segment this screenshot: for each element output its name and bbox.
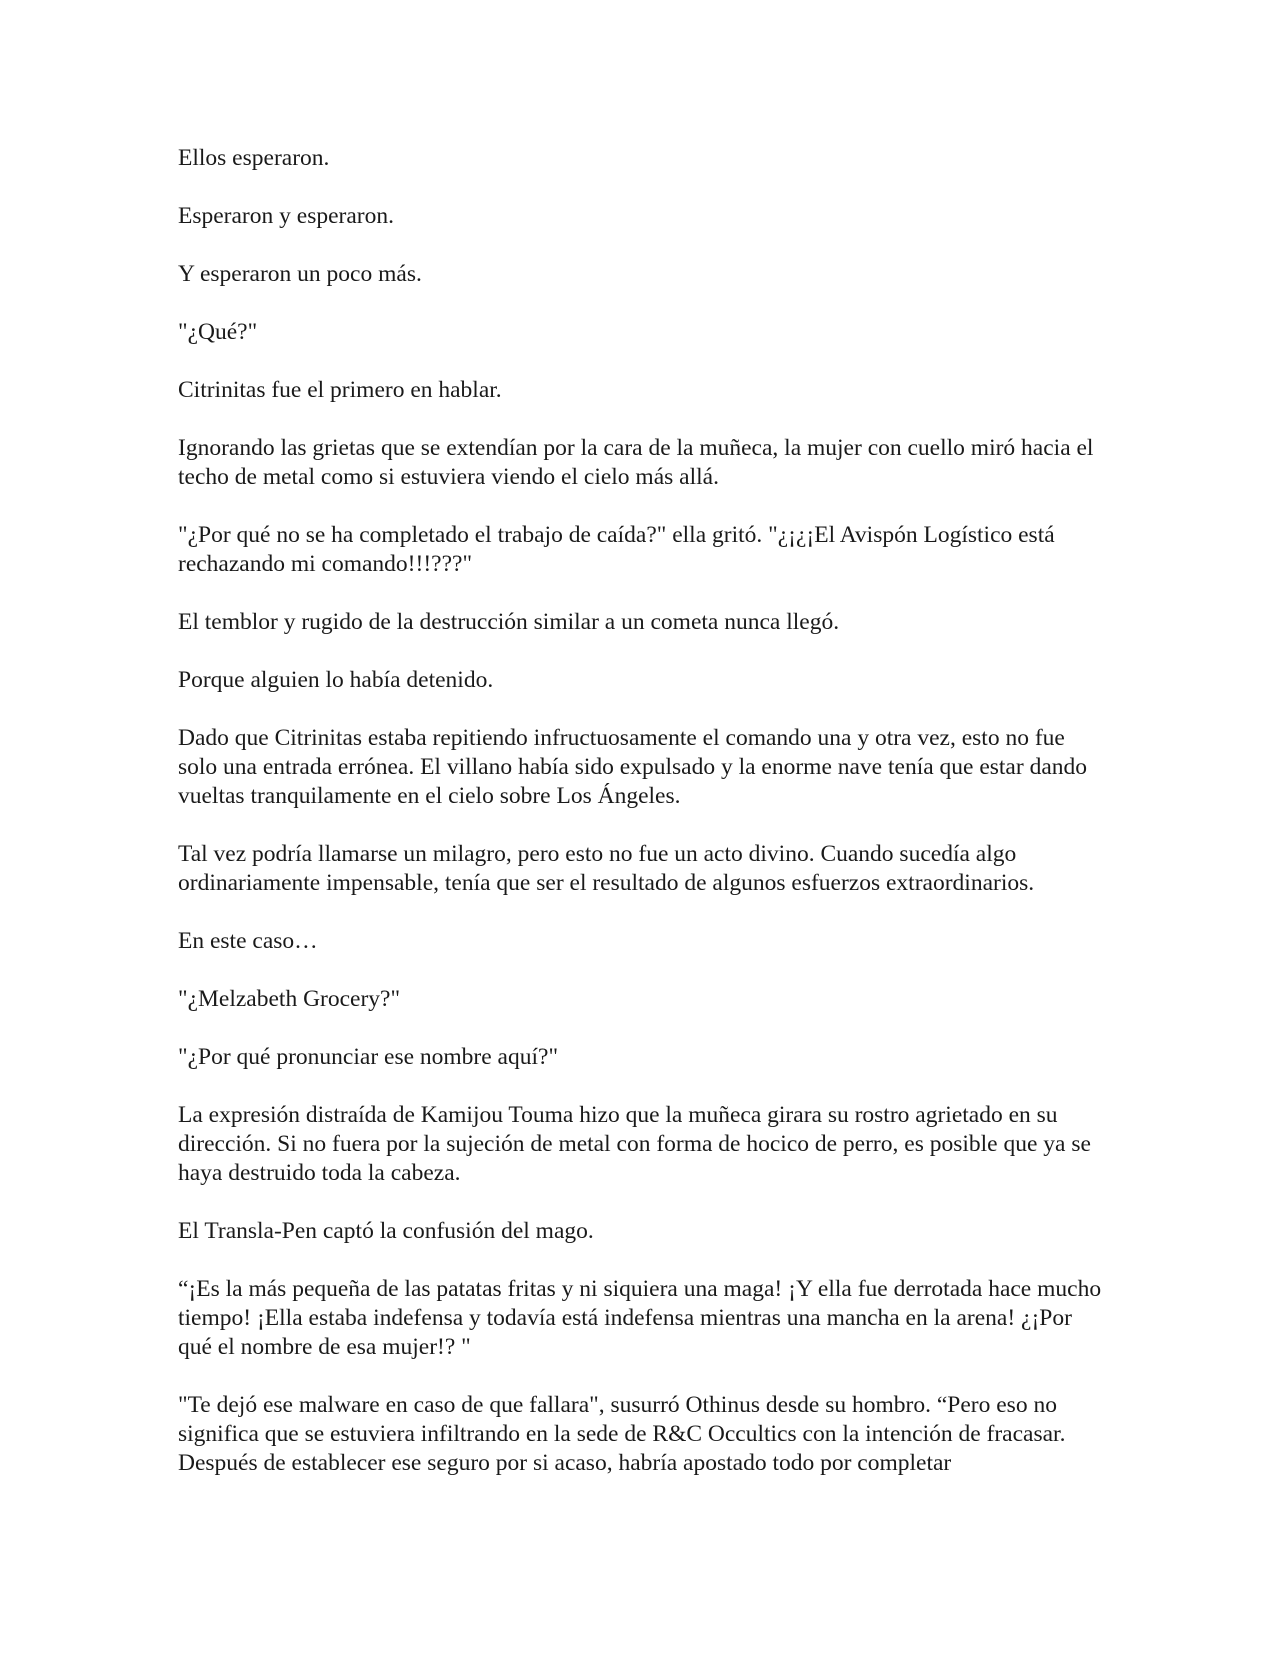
paragraph: "¿Por qué pronunciar ese nombre aquí?" [178,1044,559,1070]
document-page [178,144,1108,1507]
paragraph: Dado que Citrinitas estaba repitiendo infructuosamente el comando una y otra vez, esto no fue solo una entrada errónea. El villano había sido expulsado y la enorme nave tenía que estar dando vueltas tranquilamente en el cielo sobre Los Ángeles. [178,725,1087,809]
paragraph: Esperaron y esperaron. [178,203,394,229]
paragraph: Ellos esperaron. [178,145,330,171]
paragraph: "Te dejó ese malware en caso de que fallara", susurró Othinus desde su hombro. “Pero eso no significa que se estuviera infiltrando en la sede de R&C Occultics con la intención de fracasar. Después de establecer ese seguro por si acaso, habría apostado todo por completar [178,1392,1066,1476]
paragraph: Porque alguien lo había detenido. [178,667,494,693]
paragraph: “¡Es la más pequeña de las patatas fritas y ni siquiera una maga! ¡Y ella fue derrotada hace mucho tiempo! ¡Ella estaba indefensa y todavía está indefensa mientras una mancha en la arena! ¿¡Por qué el nombre de esa mujer!? " [178,1276,1102,1360]
paragraph: Y esperaron un poco más. [178,261,422,287]
paragraph: En este caso… [178,928,318,954]
paragraph: "¿Melzabeth Grocery?" [178,986,401,1012]
paragraph: El temblor y rugido de la destrucción similar a un cometa nunca llegó. [178,609,840,635]
paragraph: "¿Qué?" [178,319,258,345]
paragraph: "¿Por qué no se ha completado el trabajo de caída?" ella gritó. "¿¡¿¡El Avispón Logístico está rechazando mi comando!!!???" [178,522,1055,577]
paragraph: Citrinitas fue el primero en hablar. [178,377,502,403]
paragraph: Tal vez podría llamarse un milagro, pero esto no fue un acto divino. Cuando sucedía algo ordinariamente impensable, tenía que ser el resultado de algunos esfuerzos extraordinarios. [178,841,1035,896]
paragraph: Ignorando las grietas que se extendían por la cara de la muñeca, la mujer con cuello miró hacia el techo de metal como si estuviera viendo el cielo más allá. [178,435,1094,490]
paragraph: La expresión distraída de Kamijou Touma hizo que la muñeca girara su rostro agrietado en su dirección. Si no fuera por la sujeción de metal con forma de hocico de perro, es posible que ya se haya destruido toda la cabeza. [178,1102,1091,1186]
paragraph: El Transla-Pen captó la confusión del mago. [178,1218,594,1244]
